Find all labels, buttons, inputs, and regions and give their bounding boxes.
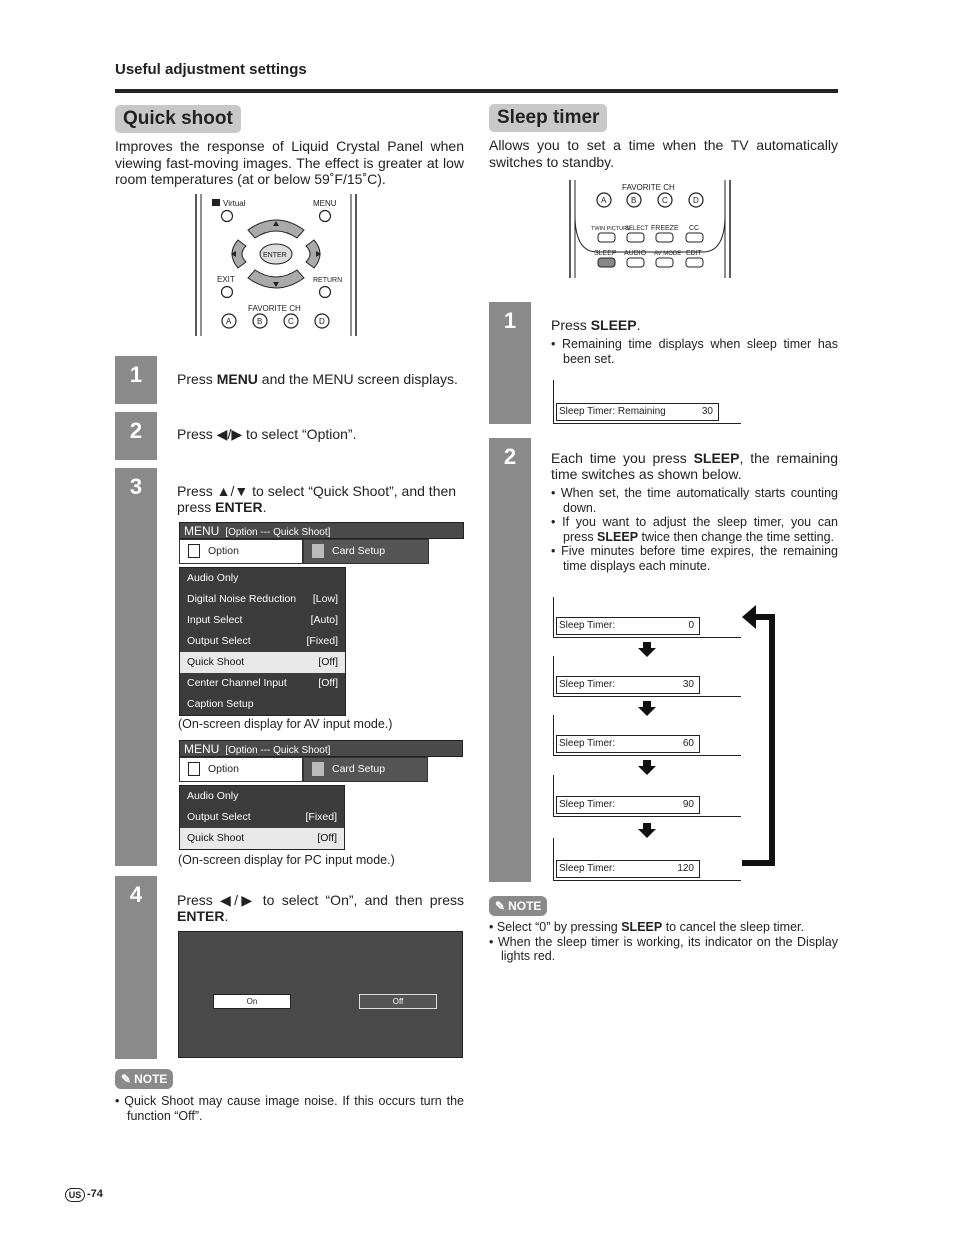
left-note-text: • Quick Shoot may cause image noise. If this occurs turn the function “Off”. (115, 1094, 464, 1123)
step-2-number: 2 (129, 418, 143, 443)
sleep-step-1-bullet: • Remaining time displays when sleep timer has been set. (551, 337, 839, 366)
button-b-label: B (257, 317, 263, 326)
sleep-box-0-inner: Sleep Timer: 0 (556, 617, 700, 635)
select-label: SELECT (625, 226, 649, 232)
twin-picture-label: TWIN PICTURE (591, 226, 631, 232)
sleep-bullet-3: • Five minutes before time expires, the remaining time displays each minute. (551, 544, 839, 573)
osd1-item-center-channel[interactable]: Center Channel Input [Off] (187, 677, 338, 689)
pencil-icon: ✎ (121, 1072, 132, 1086)
right-note-2: • When the sleep timer is working, its indicator on the Display lights red. (489, 934, 838, 963)
card-setup-tab-icon (312, 544, 324, 558)
right-note-list (489, 920, 838, 964)
header-rule (115, 89, 838, 93)
right-note-1: • Select “0” by pressing SLEEP to cancel the sleep timer. (489, 920, 804, 934)
sleep-step-2-bullets (551, 486, 838, 573)
right-note-badge: ✎ NOTE (489, 896, 547, 916)
sleep-timer-intro: Allows you to set a time when the TV automatically switches to standby. (489, 137, 838, 170)
sleep-box-30 (553, 656, 741, 697)
section-header: Useful adjustment settings (115, 61, 307, 78)
sleep-box-120-inner: Sleep Timer: 120 (556, 860, 700, 878)
button-a-label: A (226, 317, 232, 326)
step-3-text: Press ▲/▼ to select “Quick Shoot”, and then press ENTER. (177, 483, 457, 515)
sleep-box-60-inner: Sleep Timer: 60 (556, 735, 700, 753)
favorite-ch-label: FAVORITE CH (622, 183, 675, 192)
osd1-item-output-select[interactable]: Output Select [Fixed] (187, 635, 338, 647)
osd2-item-output-select[interactable]: Output Select [Fixed] (187, 811, 337, 823)
osd1-caption: (On-screen display for AV input mode.) (178, 717, 393, 731)
edit-label: EDIT (686, 250, 702, 257)
step-3-bar (115, 468, 157, 866)
region-badge: US (65, 1188, 85, 1202)
exit-label: EXIT (217, 275, 235, 284)
audio-label: AUDIO (624, 250, 647, 257)
osd2-menu-list (179, 785, 345, 850)
sleep-bullet-1: • When set, the time automatically starts counting down. (551, 486, 838, 515)
on-button[interactable]: On (213, 994, 291, 1009)
remote-control-illustration (193, 194, 359, 336)
sleep-step-1-text: Press SLEEP. (551, 317, 641, 333)
button-d-label: D (693, 196, 699, 205)
pencil-icon: ✎ (495, 899, 506, 913)
osd2-item-quick-shoot[interactable]: Quick Shoot [Off] (180, 828, 344, 849)
quick-shoot-title: Quick shoot (115, 105, 241, 133)
step-2-text: Press ◀/▶ to select “Option”. (177, 426, 357, 442)
av-mode-label: AV MODE (654, 251, 682, 257)
osd1-tab-option[interactable]: Option (179, 539, 303, 564)
step-1-number: 1 (129, 362, 143, 387)
step-1-bar (115, 356, 157, 404)
left-note-badge: ✎ NOTE (115, 1069, 173, 1089)
osd2-caption: (On-screen display for PC input mode.) (178, 853, 395, 867)
sleep-box-120 (553, 838, 741, 881)
osd1-tab-card-setup[interactable]: Card Setup (303, 539, 429, 564)
sleep-remaining-box: Sleep Timer: Remaining 30 (556, 403, 719, 421)
osd2-tab-option[interactable]: Option (179, 757, 303, 782)
on-off-screen (178, 931, 463, 1058)
sleep-label: SLEEP (594, 250, 617, 257)
step-2-bar (115, 412, 157, 460)
favorite-ch-label: FAVORITE CH (248, 304, 301, 313)
page-number: -74 (87, 1188, 103, 1200)
sleep-box-90-inner: Sleep Timer: 90 (556, 796, 700, 814)
menu-label: MENU (313, 199, 337, 208)
off-button[interactable]: Off (359, 994, 437, 1009)
sleep-remote-illustration (567, 180, 733, 280)
quick-shoot-intro: Improves the response of Liquid Crystal Panel when viewing fast-moving images. The effect is greater at low room temperatures (at or below 59˚F/15˚C). (115, 138, 464, 187)
sleep-step-2-text: Each time you press SLEEP, the remaining time switches as shown below. (551, 450, 838, 482)
osd1-item-noise-reduction[interactable]: Digital Noise Reduction [Low] (187, 593, 338, 605)
sleep-step-2-number: 2 (503, 444, 517, 469)
sleep-box-60 (553, 715, 741, 756)
osd1-menu-list (179, 567, 346, 716)
osd2-item-audio-only[interactable]: Audio Only (187, 790, 239, 802)
button-d-label: D (319, 317, 325, 326)
sleep-box-0 (553, 597, 741, 638)
sleep-box-90 (553, 775, 741, 817)
step-4-bar (115, 876, 157, 1059)
option-tab-icon (188, 762, 200, 776)
step-1-text: Press MENU and the MENU screen displays. (177, 371, 458, 387)
step-3-number: 3 (129, 474, 143, 499)
osd1-item-caption-setup[interactable]: Caption Setup (187, 698, 254, 710)
option-tab-icon (188, 544, 200, 558)
loop-arrow-icon (742, 605, 778, 867)
osd1-item-audio-only[interactable]: Audio Only (187, 572, 239, 584)
button-c-label: C (288, 317, 294, 326)
cc-label: CC (689, 225, 700, 232)
button-b-label: B (631, 196, 637, 205)
freeze-label: FREEZE (651, 225, 679, 232)
sleep-bullet-2: • If you want to adjust the sleep timer, you can press SLEEP twice then change the time setting. (551, 515, 838, 544)
step-4-number: 4 (129, 882, 143, 907)
card-setup-tab-icon (312, 762, 324, 776)
sleep-step-2-bar (489, 438, 531, 882)
step-4-text: Press ◀/▶ to select “On”, and then press ENTER. (177, 892, 464, 924)
return-label: RETURN (313, 277, 343, 284)
osd1-item-quick-shoot[interactable]: Quick Shoot [Off] (180, 652, 345, 673)
osd2-tab-card-setup[interactable]: Card Setup (303, 757, 428, 782)
button-a-label: A (601, 196, 607, 205)
enter-label: ENTER (263, 252, 287, 259)
sleep-step-1-number: 1 (503, 308, 517, 333)
sleep-timer-title: Sleep timer (489, 104, 607, 132)
virtual-label: Virtual (223, 199, 246, 208)
osd1-menu-bar: MENU [Option --- Quick Shoot] (179, 522, 464, 539)
osd1-item-input-select[interactable]: Input Select [Auto] (187, 614, 338, 626)
button-c-label: C (662, 196, 668, 205)
sleep-box-30-inner: Sleep Timer: 30 (556, 676, 700, 694)
sleep-step-1-bar (489, 302, 531, 424)
osd2-menu-bar: MENU [Option --- Quick Shoot] (179, 740, 463, 757)
sleep-remaining-display (553, 380, 741, 424)
